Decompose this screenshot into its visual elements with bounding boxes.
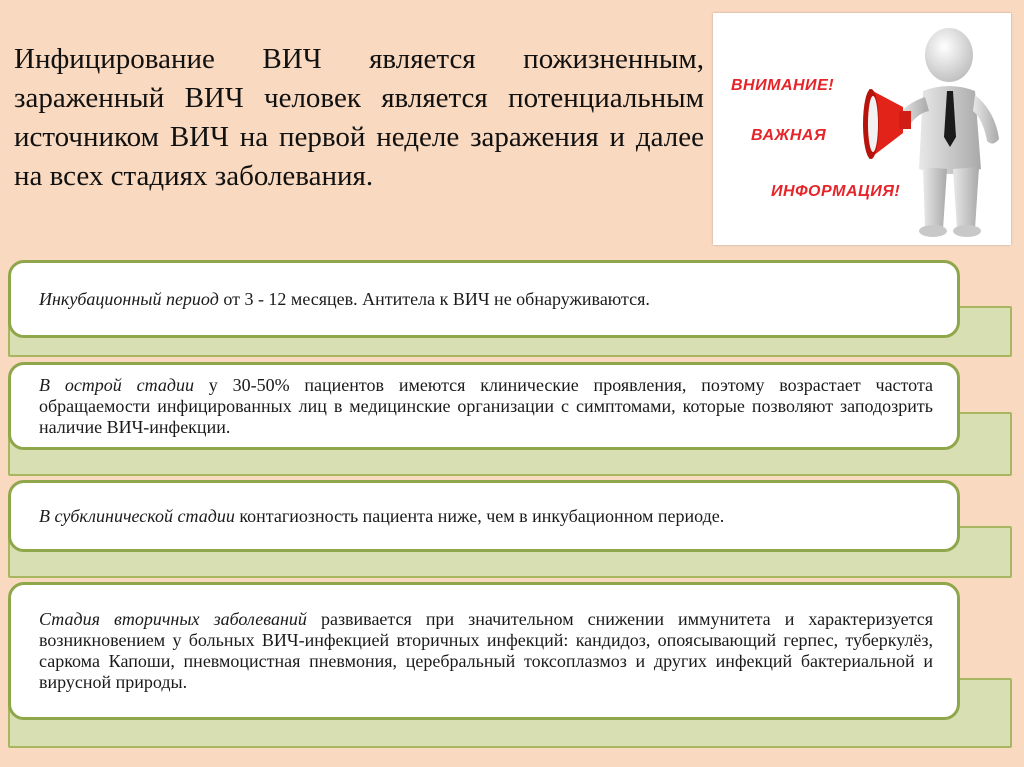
intro-paragraph: Инфицирование ВИЧ является пожизненным, зараженный ВИЧ человек является потенциальным источником ВИЧ на первой неделе заражения и далее на всех стадиях заболевания. bbox=[14, 43, 704, 192]
stage-term: Инкубационный период bbox=[39, 288, 219, 309]
stage-text bbox=[39, 289, 933, 310]
stage-term: В острой стадии bbox=[39, 374, 194, 395]
stage-block-secondary bbox=[8, 582, 1012, 748]
stage-card bbox=[8, 480, 960, 552]
stage-term: В субклинической стадии bbox=[39, 505, 235, 526]
stage-description: развивается при значительном снижении иммунитета и характеризуется возникновением у больных ВИЧ-инфекцией вторичных инфекций: кандидоз, опоясывающий герпес, туберкулёз, саркома Капоши, пневмоцистная пневмония, церебральный токсоплазмоз и других инфекций бактериальной и вирусной природы. bbox=[39, 609, 933, 692]
stage-description: контагиозность пациента ниже, чем в инкубационном периоде. bbox=[234, 505, 725, 526]
alert-line-information: ИНФОРМАЦИЯ! bbox=[771, 183, 901, 200]
stage-text bbox=[39, 506, 933, 527]
alert-line-important: ВАЖНАЯ bbox=[751, 127, 827, 144]
stage-block-acute bbox=[8, 362, 1012, 476]
stage-card bbox=[8, 362, 960, 450]
stage-text bbox=[39, 609, 933, 693]
alert-line-attention: ВНИМАНИЕ! bbox=[731, 77, 835, 94]
stage-block-incubation bbox=[8, 260, 1012, 357]
stage-card bbox=[8, 260, 960, 338]
stage-block-subclinical bbox=[8, 480, 1012, 578]
stage-text bbox=[39, 375, 933, 438]
megaphone-person-icon bbox=[863, 19, 1011, 245]
important-info-banner bbox=[713, 13, 1011, 245]
stage-card bbox=[8, 582, 960, 720]
stage-description: у 30-50% пациентов имеются клинические проявления, поэтому возрастает частота обращаемости инфицированных лиц в медицинские организации с симптомами, которые позволяют заподозрить наличие ВИЧ-инфекции. bbox=[39, 374, 934, 437]
stage-description: от 3 - 12 месяцев. Антитела к ВИЧ не обнаруживаются. bbox=[218, 288, 650, 309]
stage-term: Стадия вторичных заболеваний bbox=[39, 609, 307, 629]
